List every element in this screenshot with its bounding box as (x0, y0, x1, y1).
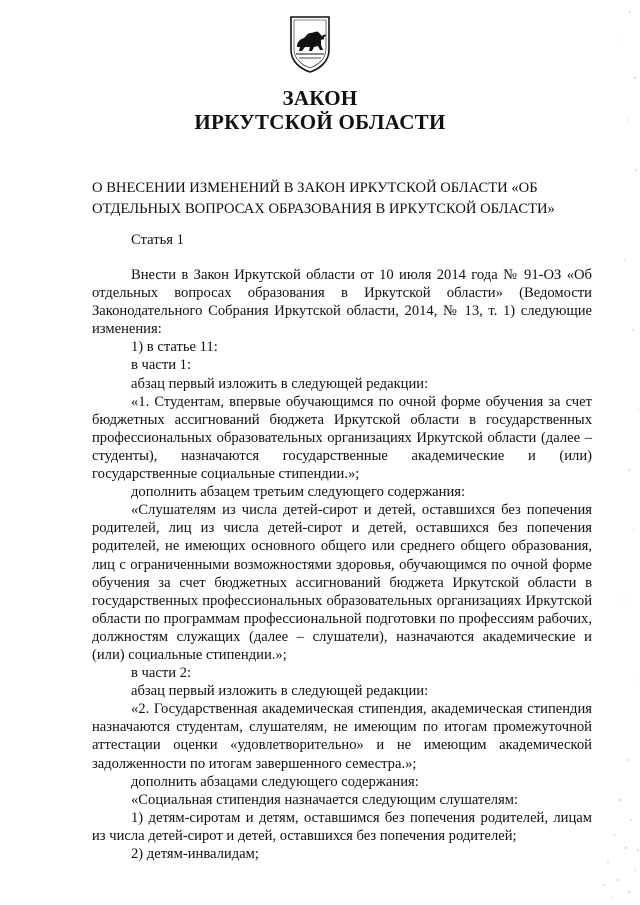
paragraph: абзац первый изложить в следующей редакции: (131, 375, 429, 392)
paragraph: «2. Государственная академическая стипендия, академическая стипендия назначаются студентам, слушателям, не имеющим по итогам промежуточной аттестации оценки «удовлетворительно» и не имеющим академической задолженности по итогам завершенного семестра.»; (92, 701, 592, 772)
paragraph: «Слушателям из числа детей-сирот и детей, оставшихся без попечения родителей, лиц из числа детей-сирот и детей, оставшихся без попечения родителей, не имеющих основного общего или среднего общего образования, лиц с ограниченными возможностями здоровья, обучающимся по очной форме обучения за счет бюджетных ассигнований бюджета Иркутской области в государственных профессиональных образовательных организациях Иркутской области по программам профессиональной подготовки по профессиям рабочих, должностям служащих (далее – слушатели), назначаются академические и (или) социальные стипендии.»; (92, 502, 592, 663)
paragraph: 1) детям-сиротам и детям, оставшимся без попечения родителей, лицам из числа детей-сирот и детей, оставшихся без попечения родителей; (92, 809, 592, 844)
law-title-line-2: ИРКУТСКОЙ ОБЛАСТИ (194, 110, 446, 134)
paragraph: в части 1: (131, 357, 192, 374)
paragraph: «1. Студентам, впервые обучающимся по очной форме обучения за счет бюджетных ассигнований бюджета Иркутской области в государственных профессиональных образовательных организациях Иркутской области (далее – студенты), назначаются государственные академические и (или) государственные социальные стипендии.»; (92, 393, 592, 483)
paragraph: абзац первый изложить в следующей редакции: (131, 683, 429, 700)
paragraph: 2) детям-инвалидам; (131, 846, 259, 862)
paragraph: Внести в Закон Иркутской области от 10 июля 2014 года № 91-ОЗ «Об отдельных вопросах образования в Иркутской области» (Ведомости Законодательного Собрания Иркутской области, 2014, № 13, т. 1) следующие изменения: (92, 267, 592, 338)
coat-of-arms-icon (288, 14, 332, 74)
paragraph: в части 2: (131, 665, 192, 682)
law-subject: О ВНЕСЕНИИ ИЗМЕНЕНИЙ В ЗАКОН ИРКУТСКОЙ ОБЛАСТИ «ОБ ОТДЕЛЬНЫХ ВОПРОСАХ ОБРАЗОВАНИЯ В ИРКУТСКОЙ ОБЛАСТИ» (92, 180, 555, 217)
article-heading: Статья 1 (131, 232, 184, 248)
law-title-line-1: ЗАКОН (282, 86, 358, 110)
paragraph: дополнить абзацами следующего содержания: (131, 773, 419, 790)
paragraph: 1) в статье 11: (131, 339, 218, 356)
paragraph: дополнить абзацем третьим следующего содержания: (131, 484, 466, 501)
scan-noise (600, 0, 640, 905)
paragraph: «Социальная стипендия назначается следующим слушателям: (131, 791, 519, 808)
article-body (92, 266, 592, 863)
